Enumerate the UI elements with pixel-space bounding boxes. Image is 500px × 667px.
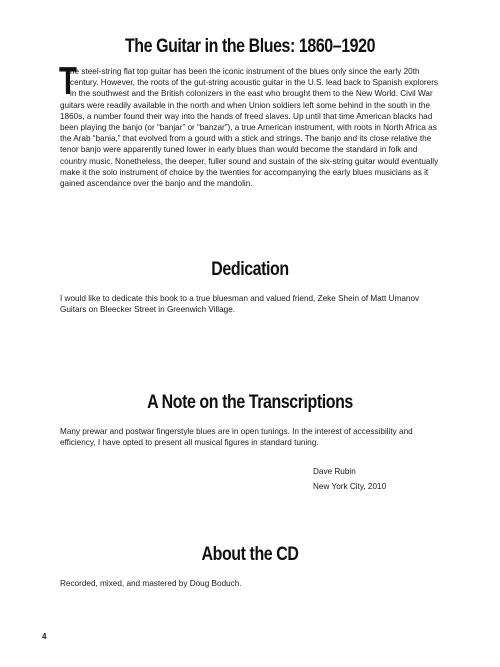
dedication-body: I would like to dedicate this book to a true bluesman and valued friend, Zeke Shein of Matt Umanov Guitars on Bleecker Street in Greenwich Village. xyxy=(60,294,420,315)
history-body: he steel-string flat top guitar has been the iconic instrument of the blues only since the early 20th century. However, the roots of the gut-string acoustic guitar in the U.S. lead back to Spanish explorers in the southwest and the British colonizers in the east who brought them to the New World. Civil War guitars were readily available in the north and when Union soldiers left some behind in the south in the 1860s, a number found their way into the hands of freed slaves. Up until that time American blacks had been playing the banjo (or “banjar” or “banzar”), a true American instrument, with roots in North Africa as the Arab “bania,” that evolved from a gourd with a stick and strings. The banjo and its close relative the tenor banjo were apparently tuned lower in early blues than would become the standard in folk and country music. Nonetheless, the deeper, fuller sound and sustain of the six-string guitar would eventually make it the solo instrument of choice by the twenties for accompanying the early blues musicians as it gained ascendance over the banjo and the mandolin. xyxy=(60,67,439,189)
page-number: 4 xyxy=(42,632,47,641)
history-paragraph xyxy=(59,60,442,189)
transcriptions-body: Many prewar and postwar fingerstyle blues are in open tunings. In the interest of accessibility and efficiency, I have opted to present all musical figures in standard tuning. xyxy=(60,427,413,448)
transcriptions-heading: A Note on the Transcriptions xyxy=(147,392,353,413)
signature-name: Dave Rubin xyxy=(313,467,356,476)
signature-place: New York City, 2010 xyxy=(313,482,387,491)
cd-body: Recorded, mixed, and mastered by Doug Boduch. xyxy=(60,579,242,588)
history-heading: The Guitar in the Blues: 1860–1920 xyxy=(124,36,376,57)
cd-heading: About the CD xyxy=(201,544,299,565)
dedication-heading: Dedication xyxy=(211,259,289,280)
drop-cap: T xyxy=(59,60,77,103)
